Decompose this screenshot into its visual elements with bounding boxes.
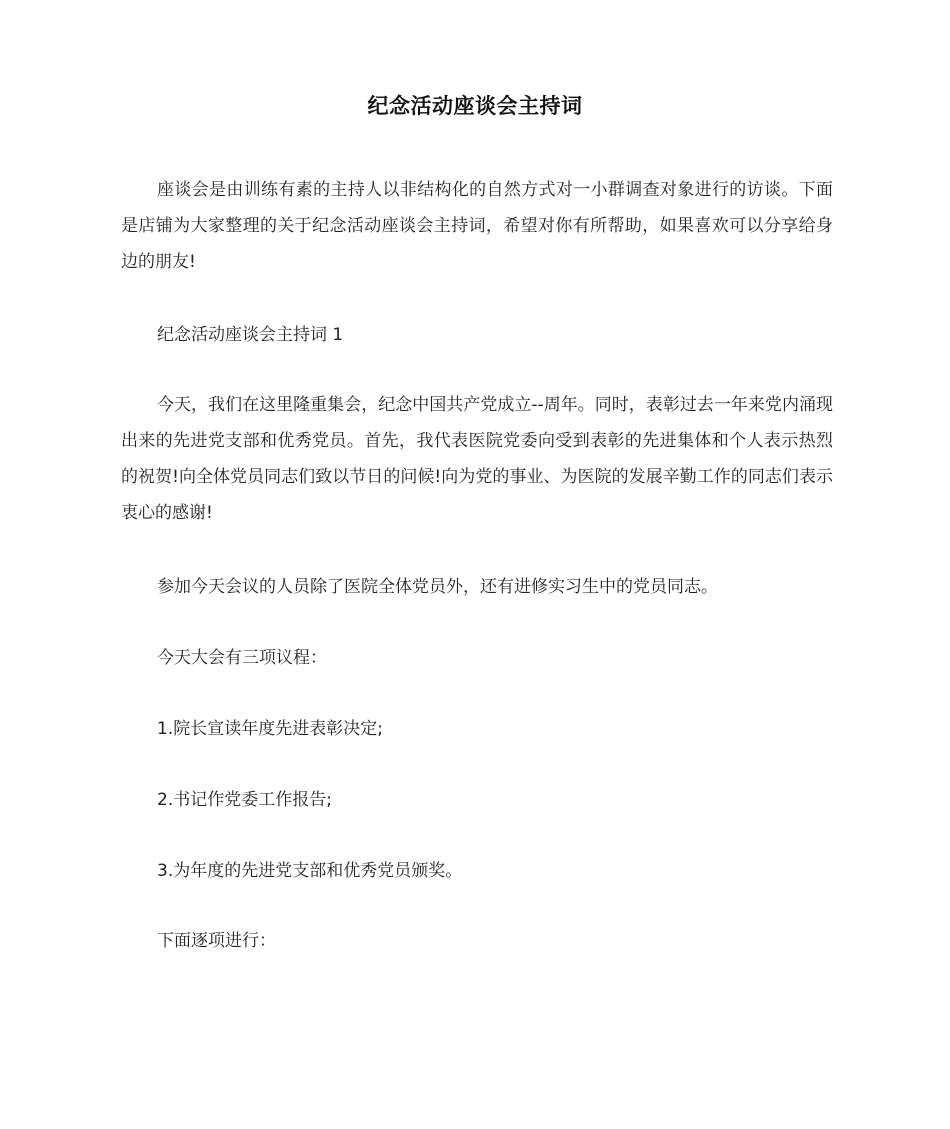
- section-heading: 纪念活动座谈会主持词 1: [157, 325, 344, 345]
- attendees-paragraph: 参加今天会议的人员除了医院全体党员外，还有进修实习生中的党员同志。: [157, 577, 718, 597]
- agenda-item-1: 1.院长宣读年度先进表彰决定;: [157, 719, 383, 739]
- agenda-intro: 今天大会有三项议程：: [157, 648, 327, 668]
- document-title: 纪念活动座谈会主持词: [367, 94, 583, 118]
- opening-paragraph: 今天，我们在这里隆重集会，纪念中国共产党成立--周年。同时，表彰过去一年来党内涌现出来的先进党支部和优秀党员。首先，我代表医院党委向受到表彰的先进集体和个人表示热烈的祝贺!向全体党员同志们致以节日的问候!向为党的事业、为医院的发展辛勤工作的同志们表示衷心的感谢!: [121, 395, 833, 523]
- agenda-item-2: 2.书记作党委工作报告;: [157, 790, 332, 810]
- agenda-item-3: 3.为年度的先进党支部和优秀党员颁奖。: [157, 861, 463, 881]
- proceed-paragraph: 下面逐项进行：: [157, 931, 276, 951]
- intro-paragraph: 座谈会是由训练有素的主持人以非结构化的自然方式对一小群调查对象进行的访谈。下面是店铺为大家整理的关于纪念活动座谈会主持词，希望对你有所帮助，如果喜欢可以分享给身边的朋友!: [121, 180, 833, 272]
